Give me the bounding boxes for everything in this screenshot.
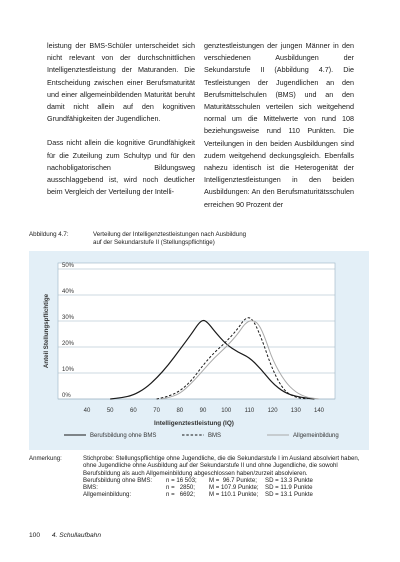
stats-row	[83, 477, 373, 484]
stats-cell: Allgemeinbildung:	[83, 491, 132, 499]
legend-label: BMS	[208, 433, 222, 439]
note-label: Anmerkung:	[29, 455, 62, 462]
iq-distribution-chart	[29, 251, 369, 450]
x-axis-label: Intelligenztestleistung (IQ)	[154, 420, 234, 427]
stats-cell: M = 107.9 Punkte;	[209, 484, 259, 492]
page-number: 100	[29, 532, 41, 539]
stats-cell: n = 6692;	[166, 491, 195, 499]
x-tick-label: 40	[83, 408, 91, 414]
x-tick-label: 140	[313, 408, 325, 414]
right-text-column	[204, 40, 354, 223]
x-tick-label: 120	[267, 408, 278, 414]
y-tick-label: 20%	[62, 341, 75, 347]
stats-table	[83, 477, 373, 499]
x-tick-label: 130	[290, 408, 301, 414]
legend	[64, 433, 339, 439]
y-tick-label: 30%	[62, 315, 75, 321]
legend-label: Berufsbildung ohne BMS	[90, 433, 157, 439]
stats-cell: BMS:	[83, 484, 98, 492]
left-paragraph-2: Dass nicht allein die kognitive Grundfähigkeit für die Zuteilung zum Schultyp und für den nachobligatorischen Bildungsweg ausschlaggebend ist, wird noch deutlicher beim Vergleich der Verteilung der Intelli-	[47, 138, 195, 197]
stats-cell: M = 110.1 Punkte;	[209, 491, 259, 499]
figure-number: Abbildung 4.7:	[29, 231, 69, 238]
stats-cell: Berufsbildung ohne BMS:	[83, 476, 153, 484]
left-paragraph-1: leistung der BMS-Schüler unterscheidet sich nicht relevant von der durchschnittlichen Intelligenztestleistung der Maturanden. Die Entscheidung zwischen einer Berufsmaturität und einer allgemeinbildenden Maturität beruht damit nicht allein auf den kognitiven Grundfähigkeiten der Jugendlichen.	[47, 41, 195, 124]
stats-cell: n = 2850;	[166, 484, 195, 492]
x-tick-label: 100	[221, 408, 232, 414]
stats-cell: n = 16 503;	[166, 476, 197, 484]
x-tick-label: 90	[199, 408, 207, 414]
stats-row	[83, 484, 373, 491]
stats-cell: M = 96.7 Punkte;	[209, 476, 257, 484]
caption-line-1: Verteilung der Intelligenztestleistungen nach Ausbildung	[93, 231, 247, 238]
x-tick-label: 70	[153, 408, 160, 414]
x-tick-label: 80	[176, 408, 184, 414]
legend-label: Allgemeinbildung	[293, 433, 339, 439]
y-tick-label: 40%	[62, 289, 75, 295]
section-title: 4. Schullaufbahn	[51, 532, 101, 539]
left-text-column	[47, 40, 195, 210]
stats-row	[83, 491, 373, 498]
stats-cell: SD = 13.3 Punkte	[265, 476, 313, 484]
page-footer	[29, 532, 101, 539]
x-tick-label: 50	[106, 408, 114, 414]
stats-cell: SD = 13.1 Punkte	[265, 491, 313, 499]
y-tick-label: 0%	[62, 393, 71, 399]
y-tick-label: 50%	[62, 263, 75, 269]
right-paragraph: genztestleistungen der jungen Männer in den verschiedenen Ausbildungen der Sekundarstufe II (Abbildung 4.7). Die Testleistungen der Jugendlichen an den Berufsmittelschulen (BMS) und an den Maturitätsschulen verteilen sich weitgehend normal um die Mittelwerte von rund 108 beziehungsweise rund 110 Punkten. Die Verteilungen in den beiden Ausbildungen sind zudem weitgehend deckungsgleich. Ebenfalls nahezu identisch ist die Heterogenität der Intelligenztestleistungen in den beiden Ausbildungen: An den Berufsmaturitätsschulen erreichen 90 Prozent der	[204, 41, 354, 209]
y-axis-label: Anteil Stellungspflichtige	[43, 293, 50, 369]
plot-area	[58, 263, 335, 399]
caption-line-2: auf der Sekundarstufe II (Stellungspflichtige)	[93, 239, 215, 246]
note-text: Stichprobe: Stellungspflichtige ohne Jugendliche, die die Sekundarstufe I im Ausland absolviert haben, ohne Jugendliche ohne Ausbildung auf der Sekundarstufe II und ohne Jugendliche, die sowohl Berufsbildung als auch Allgemeinbildung abgeschlossen haben/zurzeit absolvieren.	[83, 455, 360, 477]
x-tick-label: 60	[130, 408, 137, 414]
stats-cell: SD = 11.9 Punkte	[265, 484, 313, 492]
x-tick-label: 110	[244, 408, 255, 414]
x-tick-labels	[84, 408, 325, 414]
y-tick-label: 10%	[62, 367, 75, 373]
